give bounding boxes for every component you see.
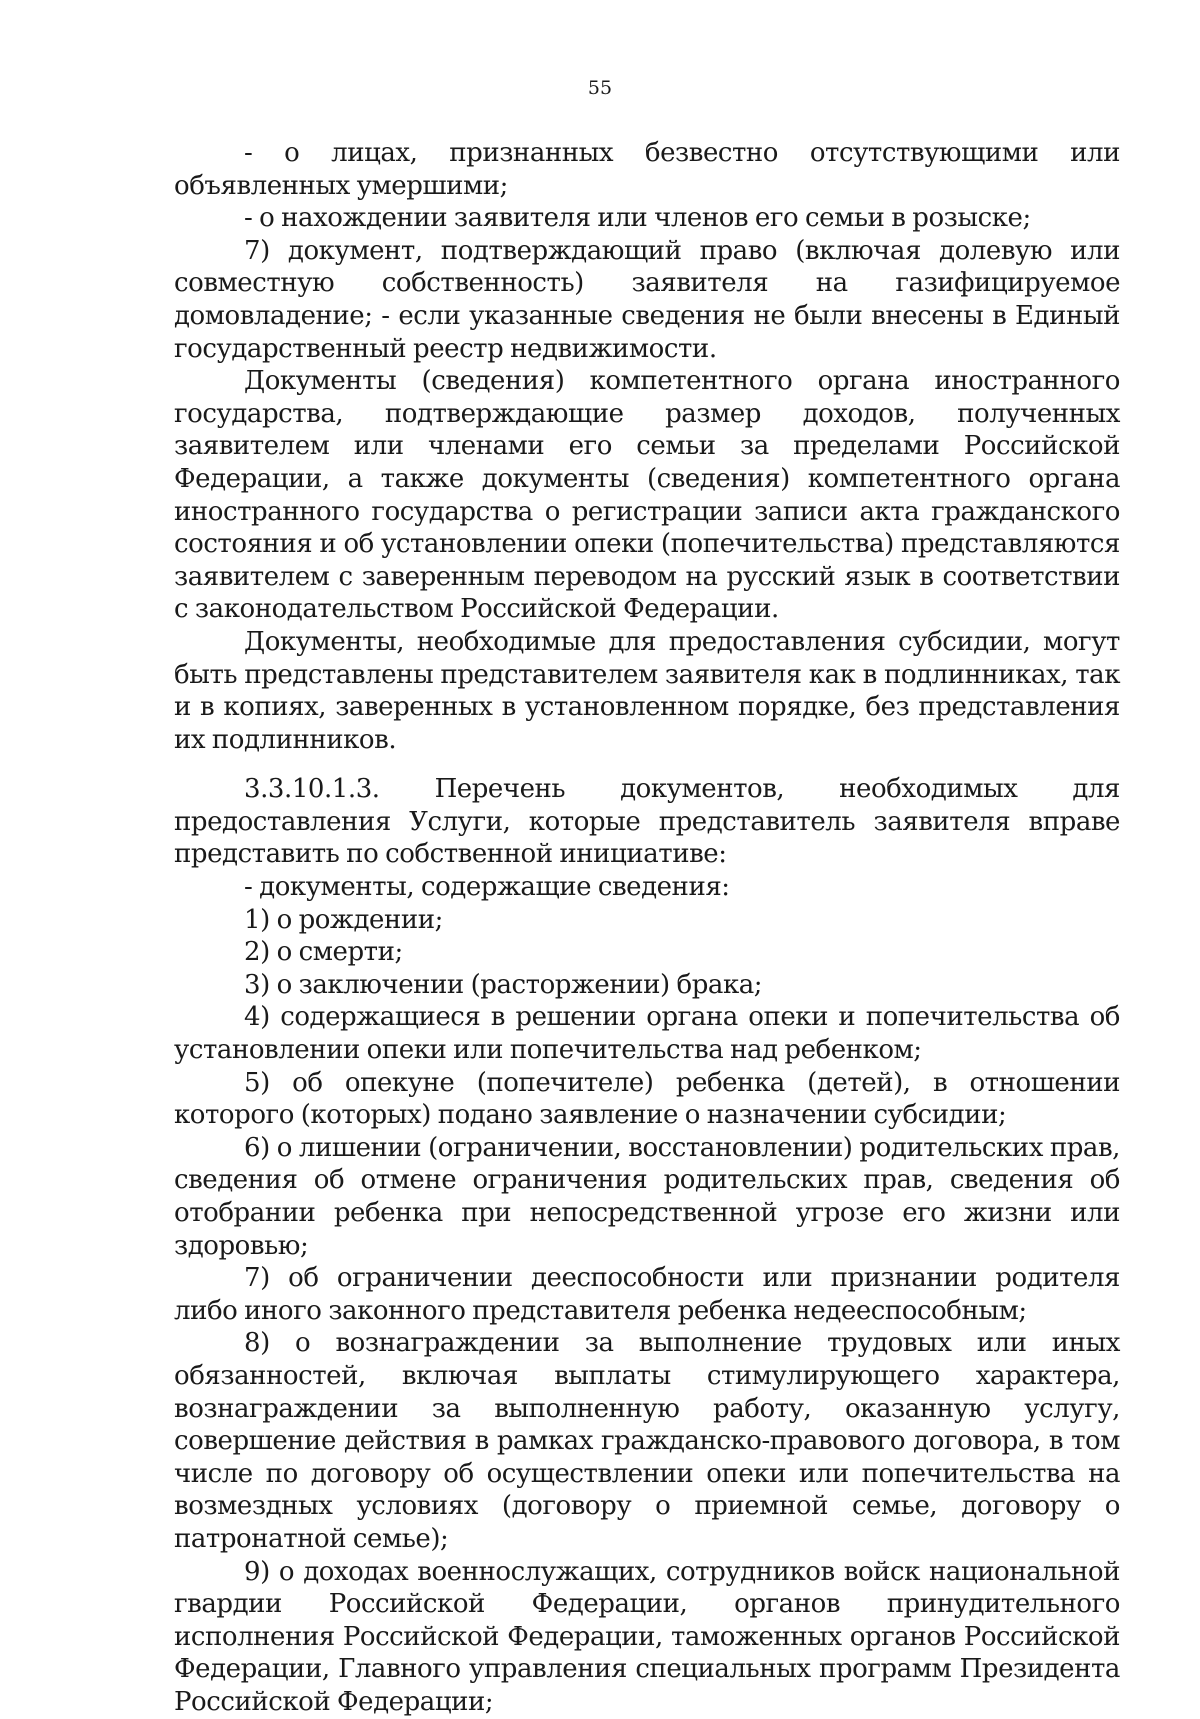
- list-item-6-parental-rights: 6) о лишении (ограничении, восстановлении) родительских прав, сведения об отмене ограничения родительских прав, сведения об отобрании ребенка при непосредственной угрозе его жизни или здоровью;: [174, 1132, 1120, 1261]
- list-item-8-remuneration: 8) о вознаграждении за выполнение трудовых или иных обязанностей, включая выплаты стимулирующего характера, вознаграждении за выполненную работу, оказанную услугу, совершение действия в рамках гражданско-правового договора, в том числе по договору об осуществлении опеки или попечительства на возмездных условиях (договору о приемной семье, договору о патронатной семье);: [174, 1328, 1120, 1554]
- paragraph-section-3-3-10-1-3: 3.3.10.1.3. Перечень документов, необходимых для предоставления Услуги, которые представитель заявителя вправе представить по собственной инициативе:: [174, 774, 1120, 870]
- list-item-1-birth: 1) о рождении;: [244, 904, 443, 935]
- paragraph-missing-persons: - о лицах, признанных безвестно отсутствующими или объявленных умершими;: [174, 138, 1120, 201]
- list-item-5-guardian: 5) об опекуне (попечителе) ребенка (детей), в отношении которого (которых) подано заявление о назначении субсидии;: [174, 1067, 1120, 1131]
- paragraph-representative-documents: Документы, необходимые для предоставления субсидии, могут быть представлены представителем заявителя как в подлинниках, так и в копиях, заверенных в установленном порядке, без представления их подлинников.: [174, 626, 1120, 755]
- list-item-7-legal-capacity: 7) об ограничении дееспособности или признании родителя либо иного законного представителя ребенка недееспособным;: [174, 1263, 1120, 1326]
- list-item-3-marriage: 3) о заключении (расторжении) брака;: [244, 969, 763, 1000]
- paragraph-item-7-ownership: 7) документ, подтверждающий право (включая долевую или совместную собственность) заявителя на газифицируемое домовладение; - если указанные сведения не были внесены в Единый государственный реестр недвижимости.: [174, 235, 1120, 364]
- document-body: [174, 137, 1120, 1719]
- paragraph-wanted-search: - о нахождении заявителя или членов его семьи в розыске;: [244, 203, 1031, 234]
- list-item-4-guardianship-decision: 4) содержащиеся в решении органа опеки и попечительства об установлении опеки или попечительства над ребенком;: [174, 1002, 1120, 1066]
- paragraph-documents-containing: - документы, содержащие сведения:: [244, 872, 730, 903]
- list-item-2-death: 2) о смерти;: [244, 937, 403, 968]
- list-item-9-military-income: 9) о доходах военнослужащих, сотрудников войск национальной гвардии Российской Федерации, органов принудительного исполнения Российской Федерации, таможенных органов Российской Федерации, Главного управления специальных программ Президента Российской Федерации;: [174, 1556, 1120, 1717]
- paragraph-foreign-documents: Документы (сведения) компетентного органа иностранного государства, подтверждающие размер доходов, полученных заявителем или членами его семьи за пределами Российской Федерации, а также документы (сведения) компетентного органа иностранного государства о регистрации записи акта гражданского состояния и об установлении опеки (попечительства) представляются заявителем с заверенным переводом на русский язык в соответствии с законодательством Российской Федерации.: [174, 366, 1120, 625]
- page-number: 55: [587, 77, 613, 99]
